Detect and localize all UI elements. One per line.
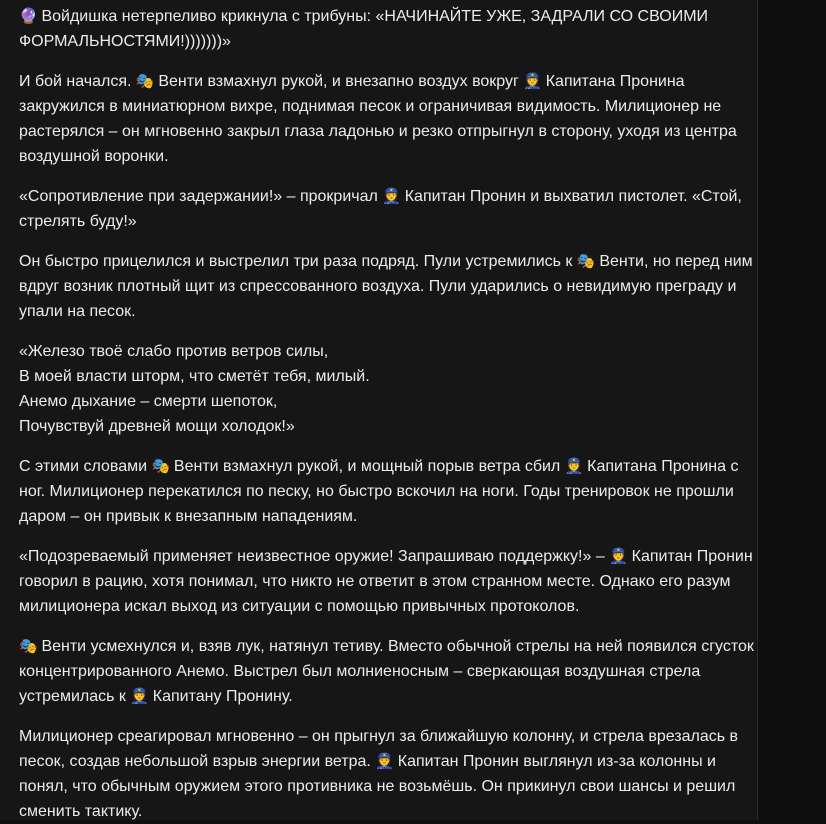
theater-masks-icon: 🎭 bbox=[151, 457, 171, 475]
paragraph-text: Капитану Пронину. bbox=[148, 688, 293, 705]
police-officer-icon: 👮 bbox=[523, 72, 542, 90]
theater-masks-icon: 🎭 bbox=[135, 72, 155, 90]
paragraph-text: И бой начался. bbox=[19, 73, 136, 90]
story-paragraphs-before-poem bbox=[19, 4, 757, 324]
story-paragraph bbox=[19, 454, 759, 529]
police-officer-icon: 👮 bbox=[382, 187, 401, 205]
paragraph-text: Капитан Пронин выглянул из-за колонны и понял, что обычным оружием этого противника не возьмёшь. Он прикинул свои шансы и решил сменить тактику. bbox=[19, 753, 736, 820]
paragraph-text: Капитана Пронина с ног. Милиционер перекатился по песку, но быстро вскочил на ноги. Годы тренировок не прошли даром – он привык к внезапным нападениям. bbox=[19, 458, 739, 525]
story-paragraph bbox=[19, 249, 759, 324]
story-paragraph bbox=[19, 544, 759, 619]
story-paragraph bbox=[19, 4, 759, 54]
crystal-ball-icon: 🔮 bbox=[19, 7, 38, 25]
police-officer-icon: 👮 bbox=[130, 687, 150, 705]
paragraph-text: Он быстро прицелился и выстрелил три раза подряд. Пули устремились к bbox=[19, 253, 577, 270]
story-paragraph bbox=[19, 724, 759, 824]
theater-masks-icon: 🎭 bbox=[19, 637, 38, 655]
paragraph-text: Венти усмехнулся и, взяв лук, натянул тетиву. Вместо обычной стрелы на ней появился сгусток концентрированного Анемо. Выстрел был молниеносным – сверкающая воздушная стрела устремилась к bbox=[19, 638, 754, 705]
story-paragraph bbox=[19, 184, 759, 234]
paragraph-text: Капитан Пронин и выхватил пистолет. «Стой, стрелять буду!» bbox=[19, 188, 742, 230]
paragraph-text: «Подозреваемый применяет неизвестное оружие! Запрашиваю поддержку!» – bbox=[19, 548, 610, 565]
paragraph-text: «Сопротивление при задержании!» – прокричал bbox=[19, 188, 383, 205]
poem-stanza bbox=[19, 339, 759, 439]
paragraph-text: Милиционер среагировал мгновенно – он прыгнул за ближайшую колонну, и стрела врезалась в песок, создав небольшой взрыв энергии ветра. bbox=[19, 728, 739, 770]
paragraph-text: Венти взмахнул рукой, и мощный порыв ветра сбил bbox=[169, 458, 565, 475]
paragraph-text: Венти взмахнул рукой, и внезапно воздух вокруг bbox=[153, 73, 524, 90]
paragraph-text: Войдишка нетерпеливо крикнула с трибуны: «НАЧИНАЙТЕ УЖЕ, ЗАДРАЛИ СО СВОИМИ ФОРМАЛЬНОСТЯМИ!)))))))» bbox=[19, 8, 709, 50]
paragraph-text: Венти, но перед ним вдруг возник плотный щит из спрессованного воздуха. Пули ударились о невидимую преграду и упали на песок. bbox=[19, 253, 753, 320]
police-officer-icon: 👮 bbox=[375, 752, 394, 770]
poem-line: Анемо дыхание – смерти шепоток, bbox=[19, 393, 278, 410]
paragraph-text: Капитана Пронина закружился в миниатюрном вихре, поднимая песок и ограничивая видимость. Милиционер не растерялся – он мгновенно закрыл глаза ладонью и резко отпрыгнул в сторону, уходя из центра воздушной воронки. bbox=[19, 73, 737, 165]
theater-masks-icon: 🎭 bbox=[576, 252, 596, 270]
poem-line: В моей власти шторм, что сметёт тебя, милый. bbox=[19, 368, 370, 385]
paragraph-text: С этими словами bbox=[19, 458, 152, 475]
poem-line: «Железо твоё слабо против ветров силы, bbox=[19, 343, 329, 360]
story-paragraphs-after-poem bbox=[19, 454, 757, 824]
poem-line: Почувствуй древней мощи холодок!» bbox=[19, 418, 295, 435]
police-officer-icon: 👮 bbox=[564, 457, 584, 475]
story-paragraph bbox=[19, 634, 759, 709]
story-paragraph bbox=[19, 69, 759, 169]
paragraph-text: Капитан Пронин говорил в рацию, хотя понимал, что никто не ответит в этом странном месте. Однако его разум милиционера искал выход из ситуации с помощью привычных протоколов. bbox=[19, 548, 753, 615]
police-officer-icon: 👮 bbox=[609, 547, 628, 565]
